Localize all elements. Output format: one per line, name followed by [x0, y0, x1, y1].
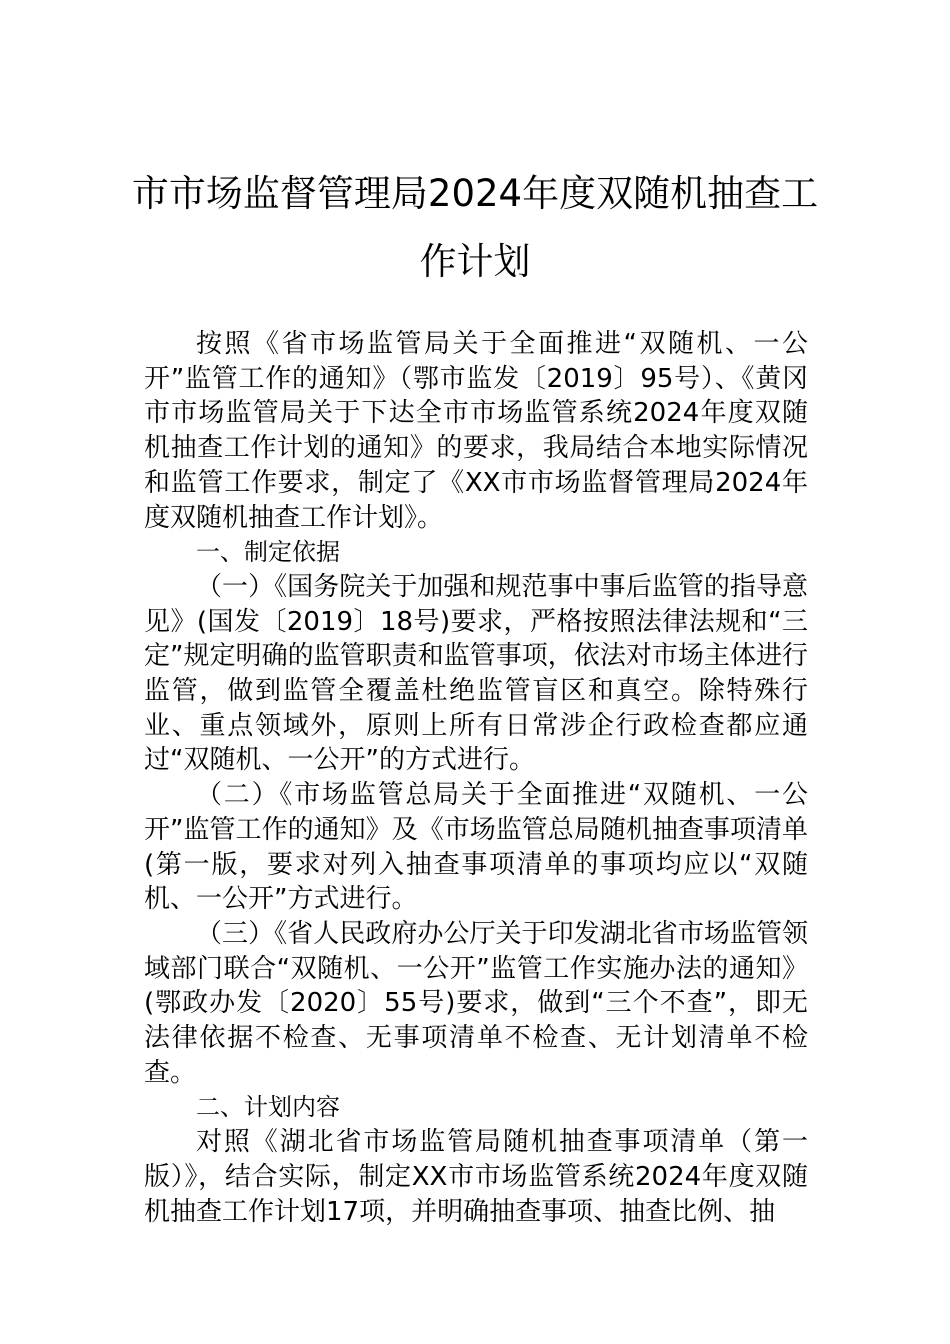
content-paragraph: 对照《湖北省市场监管局随机抽查事项清单（第一版）》，结合实际，制定XX市市场监管系统2024年度双随机抽查工作计划17项，并明确抽查事项、抽查比例、抽 — [144, 1127, 808, 1227]
document-body — [144, 327, 808, 1229]
basis-item-2: （二）《市场监管总局关于全面推进“双随机、一公开”监管工作的通知》及《市场监管总局随机抽查事项清单(第一版，要求对列入抽查事项清单的事项均应以“双随机、一公开”方式进行。 — [144, 780, 808, 915]
section-heading-basis: 一、制定依据 — [196, 538, 340, 567]
basis-item-1: （一）《国务院关于加强和规范事中事后监管的指导意见》(国发〔2019〕18号)要求，严格按照法律法规和“三定”规定明确的监管职责和监管事项，依法对市场主体进行监管，做到监管全覆盖杜绝监管盲区和真空。除特殊行业、重点领域外，原则上所有日常涉企行政检查都应通过“双随机、一公开”的方式进行。 — [144, 571, 808, 776]
document-title — [100, 160, 850, 296]
title-line-1: 市市场监督管理局2024年度双随机抽查工 — [131, 172, 819, 215]
title-line-2: 作计划 — [419, 240, 531, 283]
intro-paragraph: 按照《省市场监管局关于全面推进“双随机、一公开”监管工作的通知》（鄂市监发〔2019〕95号）、《黄冈市市场监管局关于下达全市市场监管系统2024年度双随机抽查工作计划的通知》的要求，我局结合本地实际情况和监管工作要求，制定了《XX市市场监督管理局2024年度双随机抽查工作计划》。 — [144, 329, 808, 533]
section-heading-content: 二、计划内容 — [196, 1093, 340, 1122]
basis-item-3: （三）《省人民政府办公厅关于印发湖北省市场监管领域部门联合“双随机、一公开”监管工作实施办法的通知》(鄂政办发〔2020〕55号)要求，做到“三个不查”，即无法律依据不检查、无事项清单不检查、无计划清单不检查。 — [144, 918, 808, 1088]
